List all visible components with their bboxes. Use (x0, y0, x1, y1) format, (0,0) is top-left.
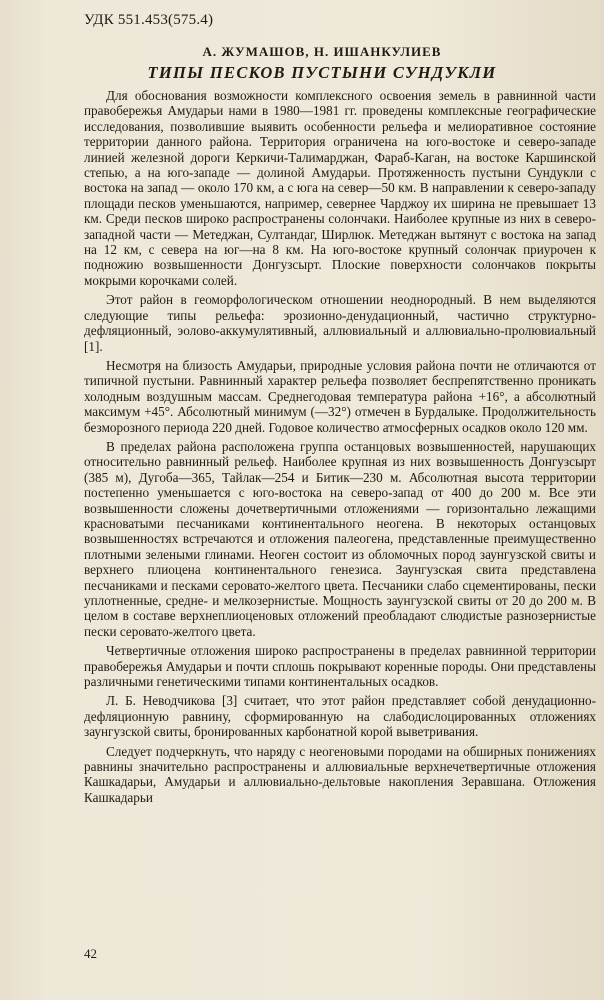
paragraph: Л. Б. Неводчикова [3] считает, что этот район представляет собой денудационно-дефляционную равнину, сформированную на слабодислоцированных отложениях заунгузской свиты, бронированных карбонатной корой выветривания. (84, 693, 596, 740)
udc-code: УДК 551.453(575.4) (84, 12, 214, 28)
article-body (84, 88, 596, 809)
page-number: 42 (84, 946, 97, 961)
article-authors: А. ЖУМАШОВ, Н. ИШАНКУЛИЕВ (202, 44, 442, 59)
paragraph: Четвертичные отложения широко распространены в пределах равнинной территории правобережья Амударьи и почти сплошь покрывают коренные породы. Они представлены различными генетическими типами континентальных осадков. (84, 643, 596, 690)
article-title: ТИПЫ ПЕСКОВ ПУСТЫНИ СУНДУКЛИ (147, 63, 497, 82)
paragraph: В пределах района расположена группа останцовых возвышенностей, нарушающих относительно равнинный рельеф. Наиболее крупная из них возвышенность Донгузсырт (385 м), Дугоба—365, Тайлак—254 и Битик—230 м. Абсолютная высота территории постепенно уменьшается с юго-востока на северо-запад от 400 до 200 м. Все эти возвышенности сложены дочетвертичными отложениями — горизонтально лежащими красноватыми песчаниками континентального неогена. В некоторых останцовых возвышенностях встречаются и отложения палеогена, представленные преимущественно плотными зелеными глинами. Неоген состоит из обломочных пород заунгузской свиты и верхнего плиоцена континентального генезиса. Заунгузская свита представлена песчаниками и песками серовато-желтого цвета. Песчаники слабо сцементированы, пески уплотненные, средне- и мелкозернистые. Мощность заунгузской свиты от 20 до 200 м. В целом в составе верхнеплиоценовых отложений преобладают слюдистые разнозернистые пески серовато-желтого цвета. (84, 438, 596, 639)
paragraph: Следует подчеркнуть, что наряду с неогеновыми породами на обширных понижениях равнины значительно распространены и аллювиальные верхнечетвертичные отложения Кашкадарьи, Амударьи и аллювиально-дельтовые накопления Зеравшана. Отложения Кашкадарьи (84, 743, 596, 805)
paragraph: Несмотря на близость Амударьи, природные условия района почти не отличаются от типичной пустыни. Равнинный характер рельефа позволяет беспрепятственно проникать холодным воздушным массам. Среднегодовая температура района +16°, а абсолютный максимум +45°. Абсолютный минимум (—32°) отмечен в Бурдалыке. Продолжительность безморозного периода 220 дней. Годовое количество атмосферных осадков около 120 мм. (84, 357, 596, 435)
paragraph: Для обоснования возможности комплексного освоения земель в равнинной части правобережья Амударьи нами в 1980—1981 гг. проведены комплексные географические исследования, позволившие выявить особенности рельефа и мелиоративное состояние территории данного района. Территория ограничена на юго-востоке и северо-западе линией железной дороги Керкичи-Талимарджан, Фараб-Каган, на востоке Каршинской степью, а на юго-западе — долиной Амударьи. Протяженность пустыни Сундукли с востока на запад — около 170 км, а с юга на север—50 км. В направлении к северо-западу площади песков уменьшаются, например, севернее Чарджоу их ширина не превышает 13 км. Среди песков широко распространены солончаки. Наиболее крупные из них в северо-западной части — Метеджан, Султандаг, Ширлюк. Метеджан вытянут с востока на запад на 12 км, с севера на юг—на 8 км. На юго-востоке крупный солончак приурочен к подножию возвышенности Донгузсырт. Плоские поверхности солончаков покрыты мокрыми корочками солей. (84, 88, 596, 288)
paragraph: Этот район в геоморфологическом отношении неоднородный. В нем выделяются следующие типы рельефа: эрозионно-денудационный, частично структурно-дефляционный, эолово-аккумулятивный, аллювиальный и аллювиально-пролювиальный [1]. (84, 292, 596, 354)
